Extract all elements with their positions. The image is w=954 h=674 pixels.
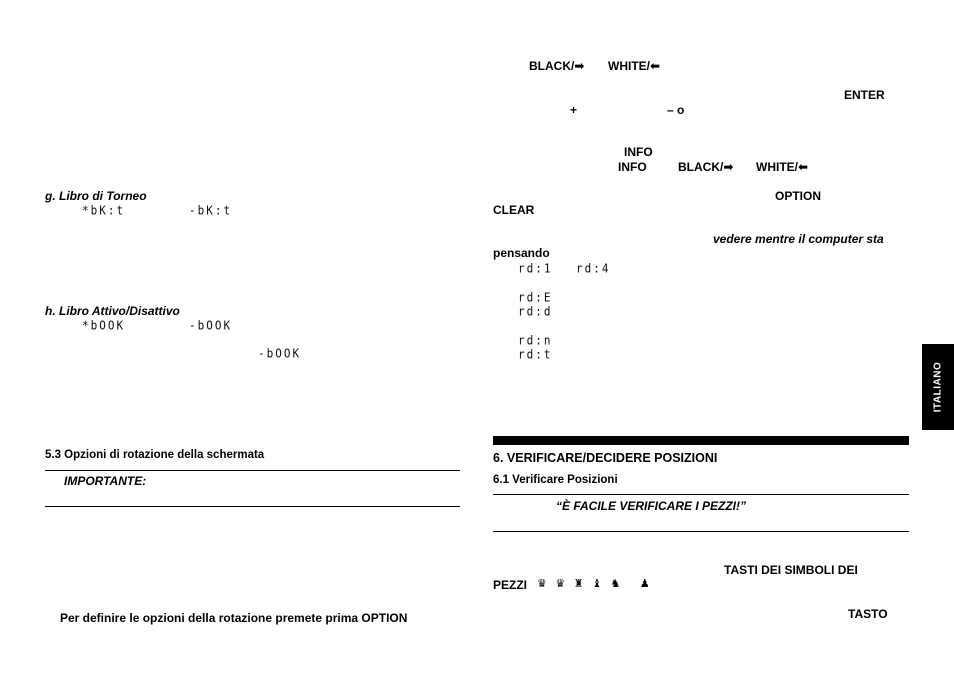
tasti-simboli-label: TASTI DEI SIMBOLI DEI [724,563,858,577]
divider-top-facile [493,494,909,495]
tasto-label: TASTO [848,607,888,621]
black-key-label: BLACK/➡ [529,59,585,73]
important-label: IMPORTANTE: [64,474,147,488]
lcd-rd-4: rd:4 [576,261,611,276]
divider-bottom-facile [493,531,909,532]
lcd-book-off: -bOOK [189,318,233,333]
black-key-label-2: BLACK/➡ [678,160,734,174]
option-key-label: OPTION [775,189,822,203]
rotation-instructions: Per definire le opzioni della rotazione premete prima OPTION [60,611,408,625]
info-key-label-2: INFO [618,160,647,174]
lcd-book-tournament-on: *bK:t [82,203,126,218]
pezzi-label: PEZZI [493,578,528,592]
heading-libro-torneo: g. Libro di Torneo [45,189,147,203]
lcd-rd-d: rd:d [518,304,553,319]
white-key-label: WHITE/⬅ [608,59,661,73]
queen-icon: ♛ [555,577,566,590]
bishop-icon: ♝ [592,577,602,590]
language-tab-label: ITALIANO [932,361,944,413]
heading-libro-attivo: h. Libro Attivo/Disattivo [45,304,180,318]
facile-quote: “È FACILE VERIFICARE I PEZZI!” [556,499,747,513]
section-6-1-heading: 6.1 Verificare Posizioni [493,474,618,486]
enter-key-label: ENTER [844,88,885,102]
lcd-rd-t: rd:t [518,347,553,362]
divider-top-important [45,470,460,471]
rook-icon: ♜ [573,577,584,590]
lcd-rd-n: rd:n [518,333,553,348]
minus-or-label: – o [667,103,685,117]
lcd-book-on: *bOOK [82,318,126,333]
arrow-right-icon: ➡ [574,59,585,73]
pawn-icon: ♟ [639,577,650,590]
lcd-rd-e: rd:E [518,290,553,305]
divider-bottom-important [45,506,460,507]
language-tab [922,344,954,430]
arrow-right-icon: ➡ [723,160,734,174]
section-5-3-heading: 5.3 Opzioni di rotazione della schermata [45,449,265,461]
arrow-left-icon: ⬅ [650,59,661,73]
queen-icon: ♛ [537,577,547,590]
lcd-book-tournament-off: -bK:t [189,203,233,218]
pensando-text: pensando [493,246,550,260]
vedere-text: vedere mentre il computer sta [713,232,884,246]
arrow-left-icon: ⬅ [798,160,809,174]
info-key-label-1: INFO [624,145,653,159]
knight-icon: ♞ [610,577,621,590]
lcd-book-off-2: -bOOK [258,346,302,361]
clear-key-label: CLEAR [493,203,535,217]
white-key-label-2: WHITE/⬅ [756,160,809,174]
lcd-rd-1: rd:1 [518,261,553,276]
piece-symbols [537,577,655,591]
section-6-heading: 6. VERIFICARE/DECIDERE POSIZIONI [493,451,718,465]
plus-key-label: + [570,103,578,117]
section-6-bar [493,436,909,445]
